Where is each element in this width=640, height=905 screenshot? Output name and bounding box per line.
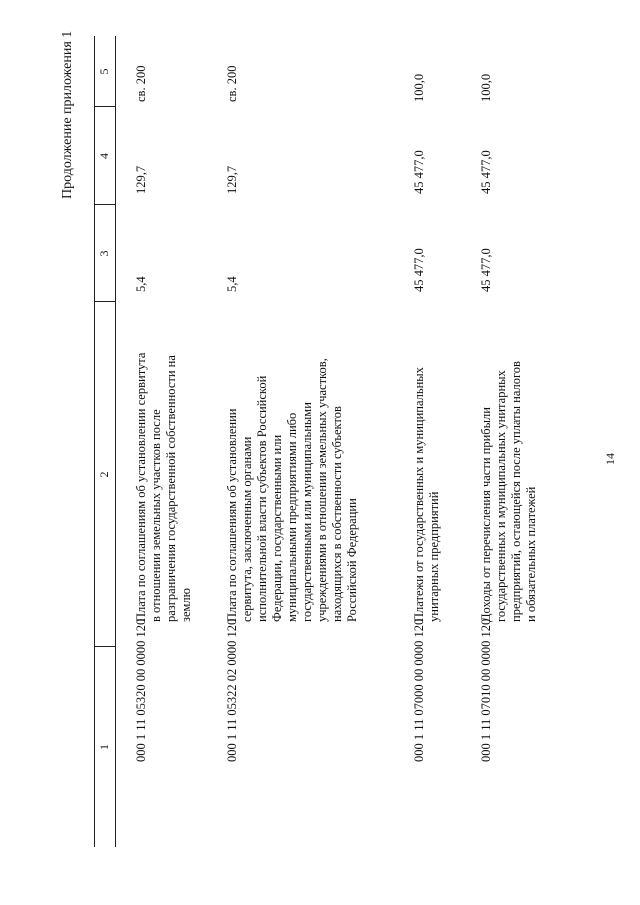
table-row-value: 129,7	[134, 165, 148, 194]
column-header-3: 3	[97, 250, 111, 257]
column-header-1: 1	[97, 744, 111, 750]
table-row-value: 45 477,0	[412, 248, 426, 292]
table-row-value: 5,4	[225, 276, 239, 292]
table-row-value: св. 200	[225, 65, 239, 102]
table-row-value: 5,4	[134, 276, 148, 292]
column-header-5: 5	[97, 68, 111, 75]
table-row-name: Плата по соглашениям об установлении сервитута, заключенным органами исполнительной власти субъектов Российской Федерации, государственными или муниципальными предприятиями либо государственными или муниципальными учреждениями в отношении земельных участков, находящихся в собственности субъектов Российской Федерации	[225, 358, 359, 622]
column-header-4: 4	[97, 153, 111, 159]
table-row-code: 000 1 11 07010 00 0000 120	[479, 618, 493, 762]
page-number: 14	[603, 453, 617, 465]
column-header-2: 2	[97, 471, 111, 478]
table-row-code: 000 1 11 05320 00 0000 120	[134, 618, 148, 762]
table-row-name: Платежи от государственных и муниципальных унитарных предприятий	[412, 367, 441, 622]
table-row-value: 129,7	[225, 165, 239, 194]
continuation-label: Продолжение приложения 1	[60, 30, 75, 199]
table-row-name: Доходы от перечисления части прибыли государственных и муниципальных унитарных предприятий, остающейся после уплаты налогов и обязательных платежей	[479, 361, 538, 622]
table-row-code: 000 1 11 07000 00 0000 120	[412, 618, 426, 762]
table-row-value: 100,0	[412, 73, 426, 102]
table-row-value: 45 477,0	[412, 150, 426, 194]
table-row-code: 000 1 11 05322 02 0000 120	[225, 618, 239, 762]
table-row-value: 100,0	[479, 73, 493, 102]
table-row-value: 45 477,0	[479, 248, 493, 292]
table-row-value: 45 477,0	[479, 150, 493, 194]
table-row-name: Плата по соглашениям об установлении сервитута в отношении земельных участков после разграничения государственной собственности на землю	[134, 352, 193, 622]
table-header-bottom-border	[115, 36, 116, 847]
table-header-top-border	[94, 36, 95, 847]
table-row-value: св. 200	[134, 65, 148, 102]
